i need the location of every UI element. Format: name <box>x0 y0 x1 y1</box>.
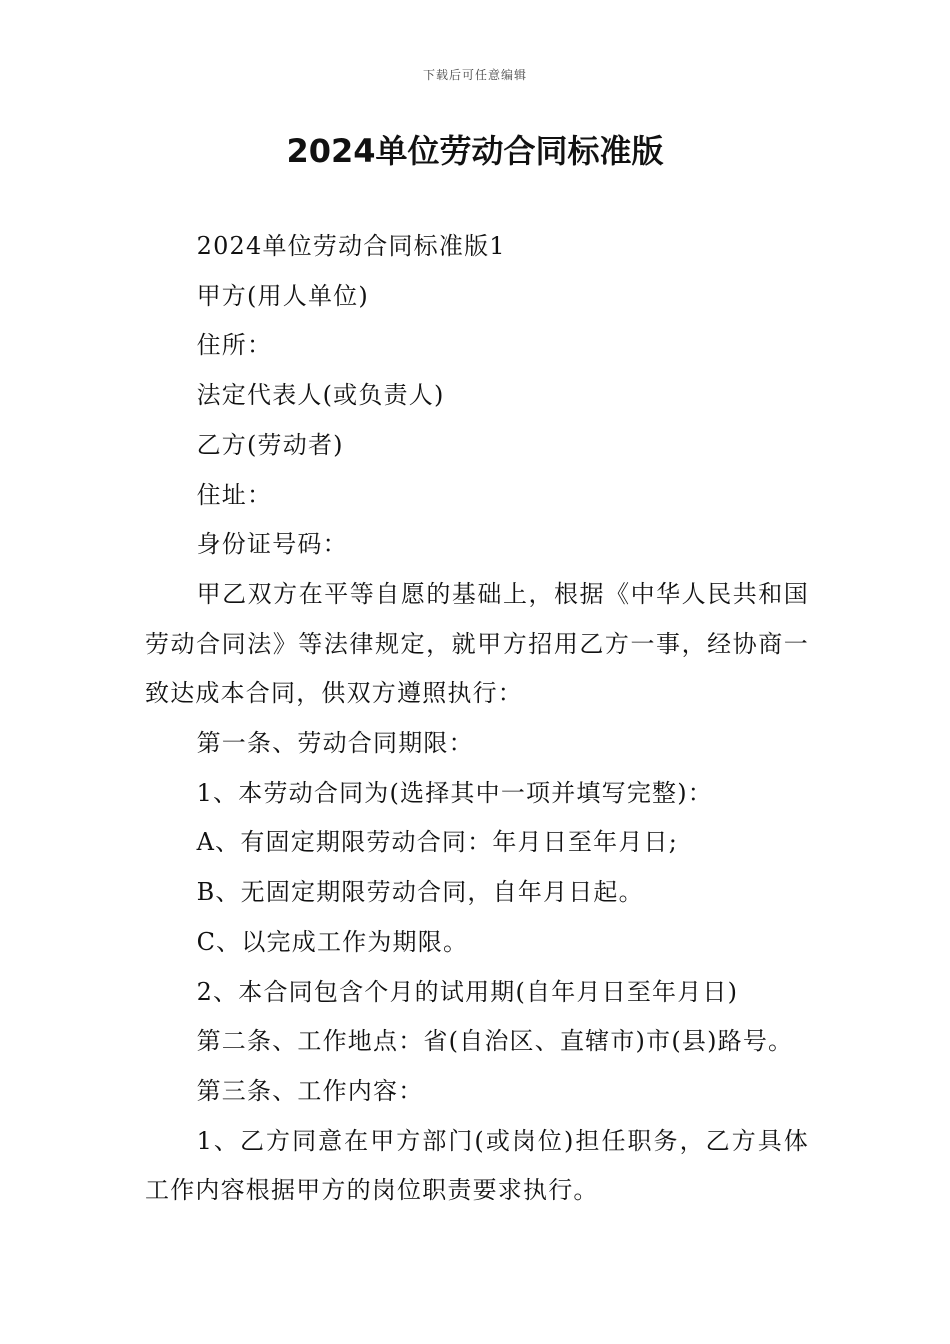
paragraph-article-3: 第三条、工作内容： <box>196 1076 424 1105</box>
paragraph-article-2: 第二条、工作地点：省(自治区、直辖市)市(县)路号。 <box>196 1027 794 1056</box>
paragraph-party-b-address: 住址： <box>196 480 273 509</box>
paragraph-option-c: C、以完成工作为期限。 <box>196 927 469 956</box>
paragraph-subtitle: 2024单位劳动合同标准版1 <box>196 232 506 260</box>
paragraph-legal-representative: 法定代表人(或负责人) <box>196 381 445 410</box>
document-title: 2024单位劳动合同标准版 <box>286 132 664 170</box>
paragraph-party-a-address: 住所： <box>196 331 273 360</box>
header-note: 下载后可任意编辑 <box>422 68 527 82</box>
paragraph-article-3-item-1: 1、乙方同意在甲方部门(或岗位)担任职务，乙方具体工作内容根据甲方的岗位职责要求执行。 <box>145 1126 809 1205</box>
paragraph-article-1: 第一条、劳动合同期限： <box>196 729 474 758</box>
document-body <box>145 222 809 1216</box>
paragraph-id-number: 身份证号码： <box>196 530 348 559</box>
paragraph-party-b: 乙方(劳动者) <box>196 430 344 459</box>
paragraph-preamble: 甲乙双方在平等自愿的基础上，根据《中华人民共和国劳动合同法》等法律规定，就甲方招用乙方一事，经协商一致达成本合同，供双方遵照执行： <box>145 579 809 708</box>
paragraph-article-1-item-1: 1、本劳动合同为(选择其中一项并填写完整)： <box>196 778 713 807</box>
paragraph-party-a: 甲方(用人单位) <box>196 281 369 310</box>
paragraph-option-b: B、无固定期限劳动合同，自年月日起。 <box>196 878 644 907</box>
paragraph-option-a: A、有固定期限劳动合同：年月日至年月日; <box>196 828 679 857</box>
paragraph-article-1-item-2: 2、本合同包含个月的试用期(自年月日至年月日) <box>196 977 739 1006</box>
